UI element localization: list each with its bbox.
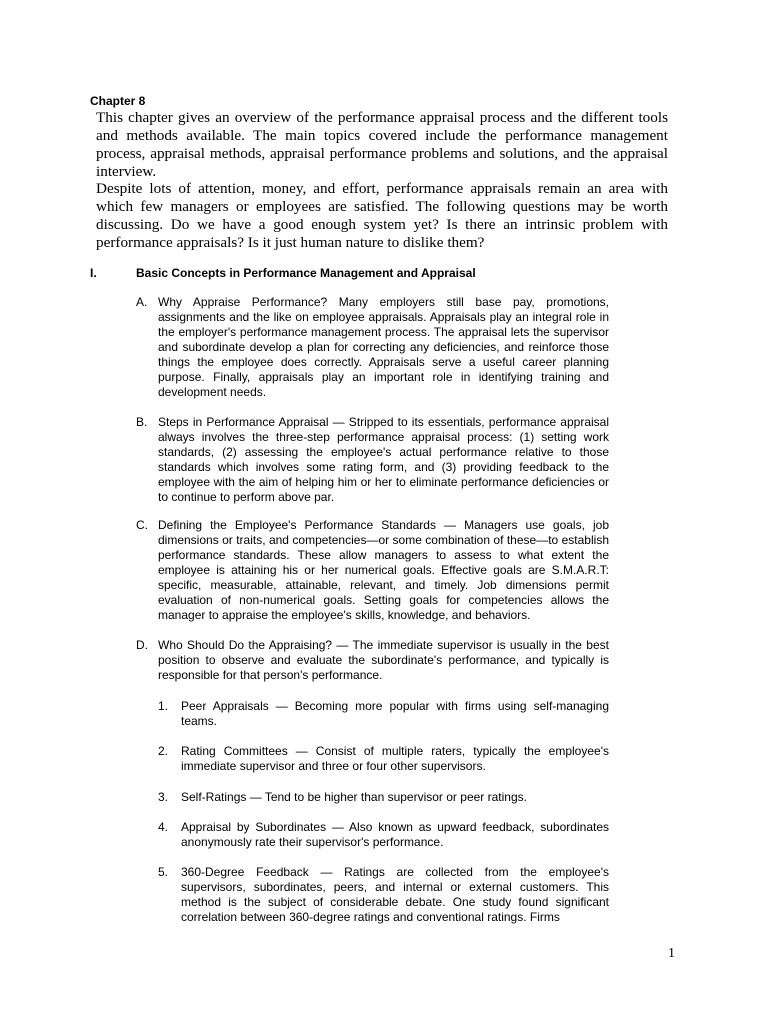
list-item-text: Who Should Do the Appraising? — The immediate supervisor is usually in the best position to observe and evaluate the subordinate's performance, and typically is responsible for that person's performance.	[158, 638, 609, 682]
list-item-letter: C.	[136, 518, 148, 532]
list-item-letter: D.	[136, 638, 148, 652]
intro-paragraph: Despite lots of attention, money, and effort, performance appraisals remain an area with which few managers or employees are satisfied. The following questions may be worth discussing. Do we have a good enough system yet? Is there an intrinsic problem with performance appraisals? Is it just human nature to dislike them?	[96, 180, 668, 251]
intro-paragraph: This chapter gives an overview of the performance appraisal process and the different tools and methods available. The main topics covered include the performance management process, appraisal methods, appraisal performance problems and solutions, and the appraisal interview.	[96, 109, 668, 180]
sub-item-number: 3.	[158, 790, 169, 804]
chapter-heading: Chapter 8	[90, 94, 146, 108]
section-title: Basic Concepts in Performance Management and Appraisal	[136, 266, 476, 280]
sub-item-number: 1.	[158, 699, 169, 713]
sub-item-number: 2.	[158, 744, 169, 758]
sub-item-text: Appraisal by Subordinates — Also known as upward feedback, subordinates anonymously rate their supervisor's performance.	[181, 820, 609, 849]
list-item-letter: A.	[136, 295, 148, 309]
sub-item-number: 4.	[158, 820, 169, 834]
list-item-text: Why Appraise Performance? Many employers still base pay, promotions, assignments and the like on employee appraisals. Appraisals play an integral role in the employer's performance management process. The appraisal lets the supervisor and subordinate develop a plan for correcting any deficiencies, and reinforce those things the employee does correctly. Appraisals serve a useful career planning purpose. Finally, appraisals play an important role in identifying training and development needs.	[158, 295, 609, 399]
sub-item-text: 360-Degree Feedback — Ratings are collected from the employee's supervisors, subordinates, peers, and internal or external customers. This method is the subject of considerable debate. One study found significant correlation between 360-degree ratings and conventional ratings. Firms	[181, 865, 609, 924]
sub-item-text: Rating Committees — Consist of multiple raters, typically the employee's immediate supervisor and three or four other supervisors.	[181, 744, 609, 773]
sub-item-number: 5.	[158, 865, 169, 879]
list-item-text: Steps in Performance Appraisal — Stripped to its essentials, performance appraisal always involves the three-step performance appraisal process: (1) setting work standards, (2) assessing the employee's actual performance relative to those standards which involves some rating form, and (3) providing feedback to the employee with the aim of helping him or her to eliminate performance deficiencies or to continue to perform above par.	[158, 415, 609, 504]
section-number: I.	[90, 266, 97, 280]
list-item-letter: B.	[136, 415, 148, 429]
page-number: 1	[668, 946, 675, 961]
sub-item-text: Peer Appraisals — Becoming more popular with firms using self-managing teams.	[181, 699, 609, 728]
sub-item-text: Self-Ratings — Tend to be higher than supervisor or peer ratings.	[181, 790, 527, 804]
list-item-text: Defining the Employee's Performance Standards — Managers use goals, job dimensions or traits, and competencies—or some combination of these—to establish performance standards. These allow managers to assess to what extent the employee is attaining his or her numerical goals. Effective goals are S.M.A.R.T: specific, measurable, attainable, relevant, and timely. Job dimensions permit evaluation of non-numerical goals. Setting goals for competencies allows the manager to appraise the employee's skills, knowledge, and behaviors.	[158, 518, 609, 622]
